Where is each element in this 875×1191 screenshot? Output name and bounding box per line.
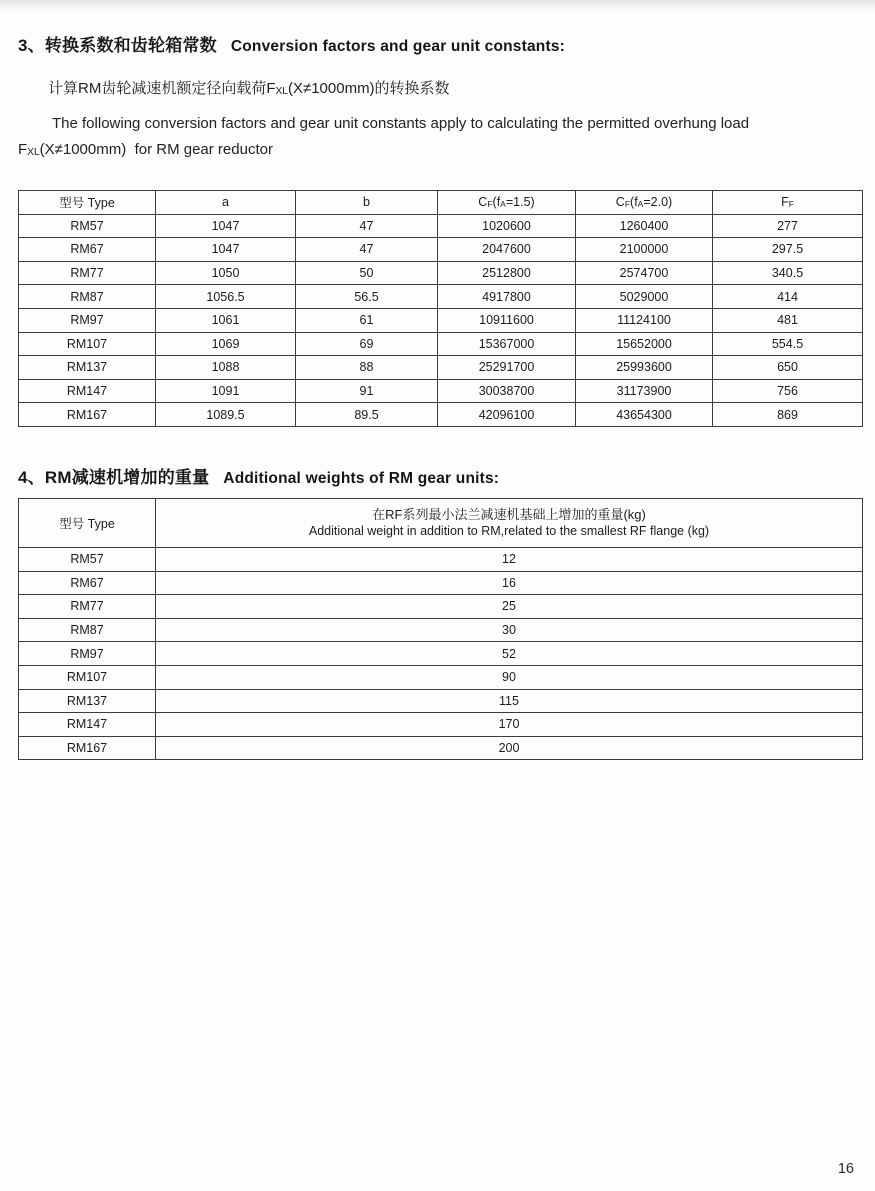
conversion-table-header-row bbox=[19, 191, 863, 215]
cell-ff: 340.5 bbox=[713, 261, 863, 285]
table-row bbox=[19, 214, 863, 238]
cell-b: 69 bbox=[296, 332, 438, 356]
scan-artifact-band bbox=[0, 0, 875, 12]
para-zh-pre: 计算RM齿轮减速机额定径向载荷F bbox=[48, 80, 276, 97]
cell-ff: 277 bbox=[713, 214, 863, 238]
table-row bbox=[19, 238, 863, 262]
para-en-line2-subscript: XL bbox=[27, 147, 40, 158]
cell-weight: 12 bbox=[156, 547, 863, 571]
cell-type: RM57 bbox=[19, 547, 156, 571]
cf15-end: =1.5) bbox=[505, 195, 535, 210]
cell-type: RM67 bbox=[19, 571, 156, 595]
cell-type: RM107 bbox=[19, 332, 156, 356]
cell-ff: 756 bbox=[713, 379, 863, 403]
cell-b: 91 bbox=[296, 379, 438, 403]
cell-b: 56.5 bbox=[296, 285, 438, 309]
cell-cf15: 15367000 bbox=[438, 332, 576, 356]
cell-type: RM167 bbox=[19, 736, 156, 760]
cell-ff: 554.5 bbox=[713, 332, 863, 356]
additional-weights-table bbox=[18, 498, 863, 760]
cell-ff: 297.5 bbox=[713, 238, 863, 262]
para-en-line2-post: (X≠1000mm) for RM gear reductor bbox=[39, 141, 273, 158]
table-row bbox=[19, 689, 863, 713]
cell-b: 47 bbox=[296, 238, 438, 262]
col-header-cf-fa15 bbox=[438, 191, 576, 215]
cell-cf15: 42096100 bbox=[438, 403, 576, 427]
col-header-type: 型号 Type bbox=[19, 191, 156, 215]
table-row bbox=[19, 713, 863, 737]
cell-cf15: 25291700 bbox=[438, 356, 576, 380]
cell-weight: 52 bbox=[156, 642, 863, 666]
section3-paragraph-zh bbox=[48, 77, 862, 98]
section4-heading-zh: 4、RM减速机增加的重量 bbox=[18, 467, 210, 487]
table-row bbox=[19, 379, 863, 403]
cell-type: RM77 bbox=[19, 595, 156, 619]
cell-cf20: 2100000 bbox=[576, 238, 713, 262]
section3-heading bbox=[18, 31, 862, 56]
ff-f: F bbox=[781, 195, 789, 210]
cell-cf20: 5029000 bbox=[576, 285, 713, 309]
section3-paragraph-en bbox=[18, 111, 862, 166]
cell-type: RM57 bbox=[19, 214, 156, 238]
cell-cf20: 11124100 bbox=[576, 308, 713, 332]
section4-heading-en: Additional weights of RM gear units: bbox=[223, 469, 500, 487]
table-row bbox=[19, 618, 863, 642]
cf20-c: C bbox=[615, 195, 625, 210]
col-header-b: b bbox=[296, 191, 438, 215]
table-row bbox=[19, 665, 863, 689]
para-en-line1: The following conversion factors and gear unit constants apply to calculating the permitted overhung load bbox=[52, 115, 750, 132]
cell-ff: 481 bbox=[713, 308, 863, 332]
ff-f-subscript: F bbox=[788, 199, 794, 210]
cell-weight: 170 bbox=[156, 713, 863, 737]
weights-table-header-row bbox=[19, 498, 863, 547]
weight-header-zh: 在RF系列最小法兰减速机基础上增加的重量(kg) bbox=[372, 507, 646, 523]
cell-type: RM87 bbox=[19, 618, 156, 642]
cell-cf15: 4917800 bbox=[438, 285, 576, 309]
table-row bbox=[19, 642, 863, 666]
cell-cf15: 1020600 bbox=[438, 214, 576, 238]
table-row bbox=[19, 285, 863, 309]
table-row bbox=[19, 261, 863, 285]
cell-type: RM137 bbox=[19, 689, 156, 713]
table-row bbox=[19, 403, 863, 427]
table-row bbox=[19, 356, 863, 380]
cf20-mid: (f bbox=[630, 195, 638, 210]
cell-b: 50 bbox=[296, 261, 438, 285]
cell-type: RM167 bbox=[19, 403, 156, 427]
cell-cf15: 10911600 bbox=[438, 308, 576, 332]
cell-ff: 414 bbox=[713, 285, 863, 309]
cell-a: 1088 bbox=[156, 356, 296, 380]
cell-b: 61 bbox=[296, 308, 438, 332]
cf15-a-subscript: A bbox=[500, 199, 506, 210]
cell-type: RM107 bbox=[19, 665, 156, 689]
col-header-weight bbox=[156, 498, 863, 547]
cell-cf15: 30038700 bbox=[438, 379, 576, 403]
table-row bbox=[19, 595, 863, 619]
cell-weight: 200 bbox=[156, 736, 863, 760]
cell-a: 1091 bbox=[156, 379, 296, 403]
table-row bbox=[19, 332, 863, 356]
para-en-line2 bbox=[18, 137, 862, 166]
cell-cf20: 25993600 bbox=[576, 356, 713, 380]
cell-cf15: 2047600 bbox=[438, 238, 576, 262]
cf15-c: C bbox=[478, 195, 488, 210]
cell-cf20: 2574700 bbox=[576, 261, 713, 285]
cf15-f-subscript: F bbox=[487, 199, 493, 210]
cell-type: RM97 bbox=[19, 308, 156, 332]
cell-weight: 25 bbox=[156, 595, 863, 619]
cell-ff: 869 bbox=[713, 403, 863, 427]
cell-cf20: 43654300 bbox=[576, 403, 713, 427]
col-header-cf-fa20 bbox=[576, 191, 713, 215]
cf20-a-subscript: A bbox=[637, 199, 644, 210]
para-zh-subscript: XL bbox=[275, 86, 288, 97]
table-row bbox=[19, 736, 863, 760]
table-row bbox=[19, 308, 863, 332]
cell-type: RM147 bbox=[19, 379, 156, 403]
para-en-line2-pre: F bbox=[18, 141, 28, 158]
cell-ff: 650 bbox=[713, 356, 863, 380]
cell-type: RM87 bbox=[19, 285, 156, 309]
cell-type: RM97 bbox=[19, 642, 156, 666]
cell-a: 1061 bbox=[156, 308, 296, 332]
conversion-factors-table bbox=[18, 190, 863, 427]
cf20-f-subscript: F bbox=[624, 199, 631, 210]
cell-cf20: 31173900 bbox=[576, 379, 713, 403]
cell-weight: 90 bbox=[156, 665, 863, 689]
cell-weight: 30 bbox=[156, 618, 863, 642]
cell-weight: 16 bbox=[156, 571, 863, 595]
weight-header-en: Additional weight in addition to RM,related to the smallest RF flange (kg) bbox=[308, 524, 710, 539]
col-header-type: 型号 Type bbox=[19, 498, 156, 547]
cell-a: 1047 bbox=[156, 238, 296, 262]
cell-type: RM137 bbox=[19, 356, 156, 380]
cell-type: RM147 bbox=[19, 713, 156, 737]
col-header-a: a bbox=[156, 191, 296, 215]
para-zh-post: (X≠1000mm)的转换系数 bbox=[287, 80, 450, 97]
table-row bbox=[19, 571, 863, 595]
section3-heading-zh: 3、转换系数和齿轮箱常数 bbox=[18, 36, 217, 55]
table-row bbox=[19, 547, 863, 571]
cell-a: 1089.5 bbox=[156, 403, 296, 427]
cell-b: 89.5 bbox=[296, 403, 438, 427]
cell-weight: 115 bbox=[156, 689, 863, 713]
cell-cf20: 1260400 bbox=[576, 214, 713, 238]
section4-heading bbox=[18, 463, 862, 488]
cf20-end: =2.0) bbox=[643, 195, 673, 210]
page-number: 16 bbox=[837, 1161, 854, 1177]
col-header-ff bbox=[713, 191, 863, 215]
cell-a: 1047 bbox=[156, 214, 296, 238]
cell-cf15: 2512800 bbox=[438, 261, 576, 285]
cell-a: 1050 bbox=[156, 261, 296, 285]
section3-heading-en: Conversion factors and gear unit constants: bbox=[230, 38, 566, 55]
cell-type: RM77 bbox=[19, 261, 156, 285]
cell-b: 47 bbox=[296, 214, 438, 238]
cell-type: RM67 bbox=[19, 238, 156, 262]
cell-cf20: 15652000 bbox=[576, 332, 713, 356]
cell-b: 88 bbox=[296, 356, 438, 380]
cell-a: 1056.5 bbox=[156, 285, 296, 309]
cell-a: 1069 bbox=[156, 332, 296, 356]
cf15-mid: (f bbox=[492, 195, 501, 210]
